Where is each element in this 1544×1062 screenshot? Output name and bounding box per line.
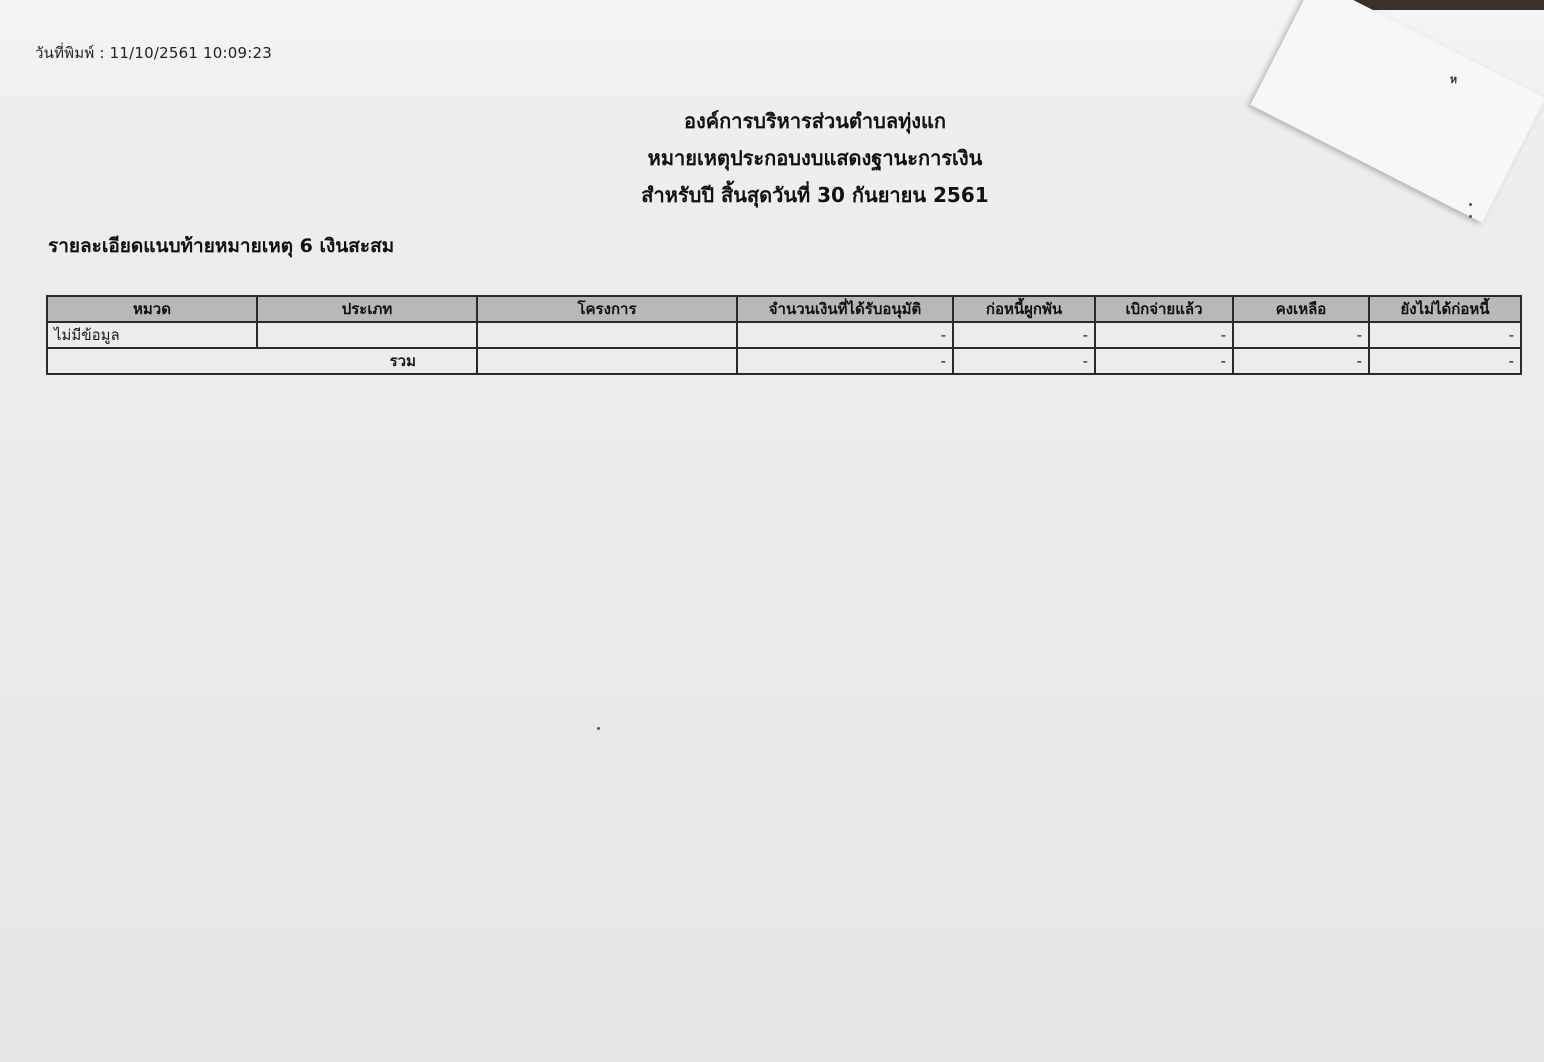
column-header-committed: ก่อหนี้ผูกพัน xyxy=(953,296,1095,322)
cell-category: ไม่มีข้อมูล xyxy=(47,322,257,348)
column-header-disbursed: เบิกจ่ายแล้ว xyxy=(1095,296,1233,322)
report-period: สำหรับปี สิ้นสุดวันที่ 30 กันยายน 2561 xyxy=(641,183,989,207)
paper-speck xyxy=(1469,215,1472,218)
total-approved-amount: - xyxy=(737,348,953,374)
column-header-not-committed: ยังไม่ได้ก่อหนี้ xyxy=(1369,296,1521,322)
column-header-project: โครงการ xyxy=(477,296,737,322)
cell-remaining: - xyxy=(1233,322,1369,348)
overlapping-sheet-label: ห xyxy=(1449,72,1458,87)
column-header-approved-amount: จำนวนเงินที่ได้รับอนุมัติ xyxy=(737,296,953,322)
organization-name: องค์การบริหารส่วนตำบลทุ่งแก xyxy=(683,109,947,133)
total-label: รวม xyxy=(47,348,477,374)
total-committed: - xyxy=(953,348,1095,374)
cell-committed: - xyxy=(953,322,1095,348)
cell-disbursed: - xyxy=(1095,322,1233,348)
paper-speck xyxy=(1469,203,1472,206)
report-title: หมายเหตุประกอบงบแสดงฐานะการเงิน xyxy=(647,146,983,170)
accumulated-funds-table xyxy=(46,295,1522,375)
report-header xyxy=(590,103,1040,214)
paper-speck xyxy=(597,727,600,730)
print-date: วันที่พิมพ์ : 11/10/2561 10:09:23 xyxy=(35,44,273,62)
column-header-type: ประเภท xyxy=(257,296,477,322)
total-row xyxy=(47,348,1521,374)
table-header-row xyxy=(47,296,1521,322)
total-remaining: - xyxy=(1233,348,1369,374)
table-row xyxy=(47,322,1521,348)
column-header-remaining: คงเหลือ xyxy=(1233,296,1369,322)
column-header-category: หมวด xyxy=(47,296,257,322)
cell-not-committed: - xyxy=(1369,322,1521,348)
total-not-committed: - xyxy=(1369,348,1521,374)
cell-type xyxy=(257,322,477,348)
note-title: รายละเอียดแนบท้ายหมายเหตุ 6 เงินสะสม xyxy=(48,235,395,257)
cell-approved-amount: - xyxy=(737,322,953,348)
total-project xyxy=(477,348,737,374)
total-disbursed: - xyxy=(1095,348,1233,374)
cell-project xyxy=(477,322,737,348)
